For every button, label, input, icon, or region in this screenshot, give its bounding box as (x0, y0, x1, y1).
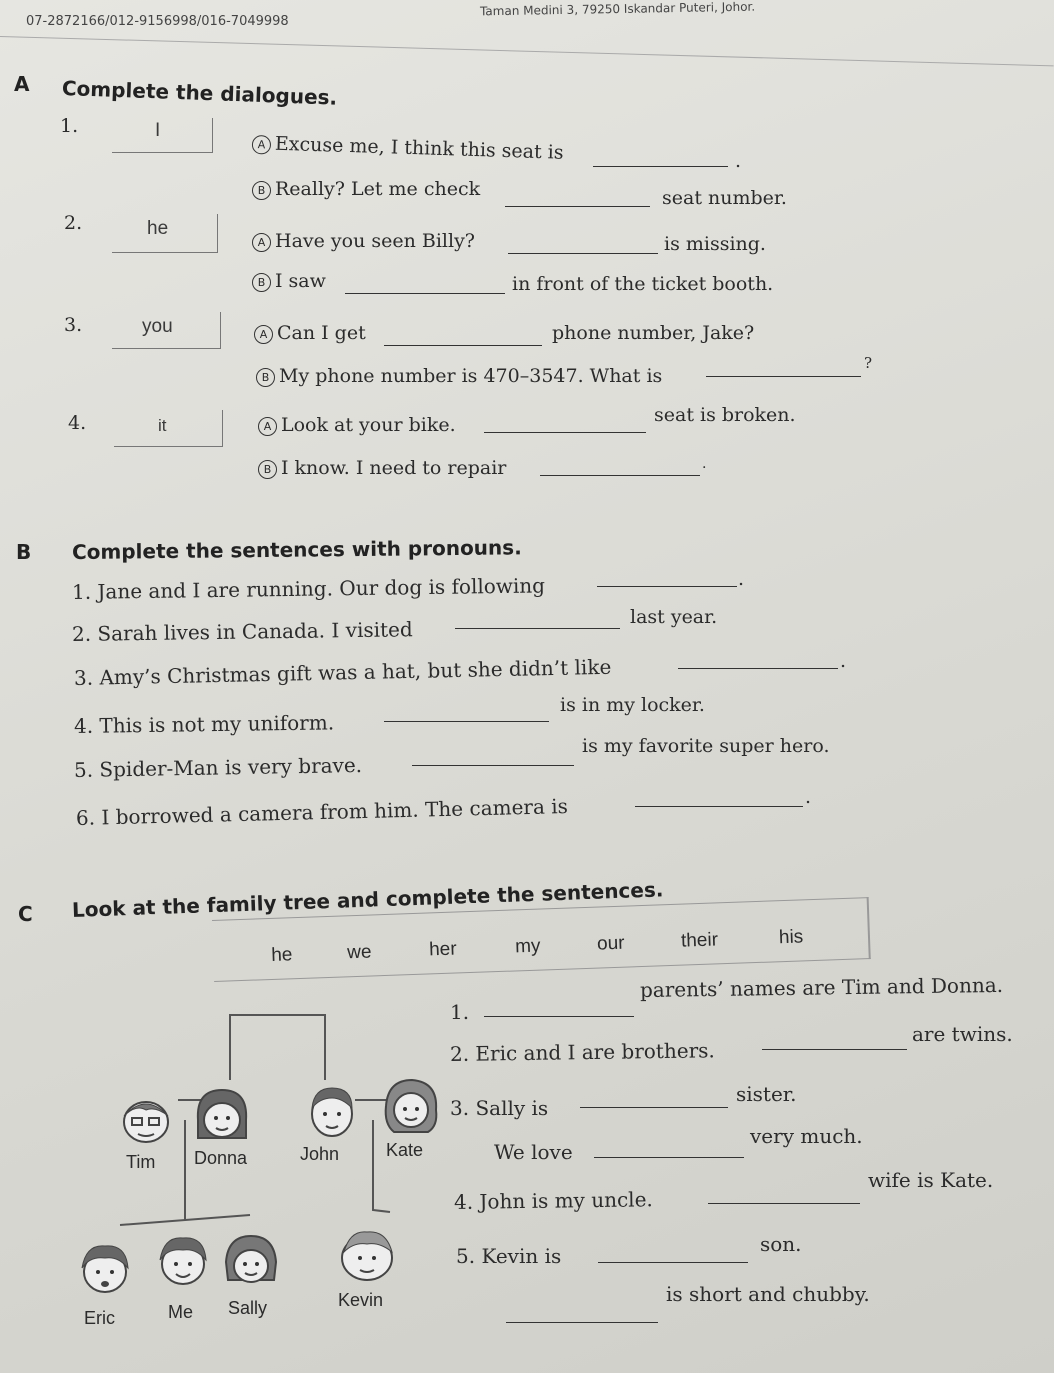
eric-face-icon (76, 1240, 134, 1298)
section-c-title: Look at the family tree and complete the sentences. (71, 877, 664, 922)
a2-blank-b[interactable] (345, 293, 505, 294)
b6-post: . (805, 786, 812, 808)
header-phone: 07-2872166/012-9156998/016-7049998 (26, 14, 289, 29)
a4-blank-b[interactable] (540, 475, 700, 476)
a3-a-text: Can I get (277, 322, 366, 344)
section-c-letter: C (18, 902, 33, 926)
sally-face-icon (222, 1232, 280, 1290)
speaker-a-icon: A (258, 417, 277, 436)
a2-line-b (252, 270, 326, 292)
a3-a-post: phone number, Jake? (552, 322, 755, 344)
c5-blank[interactable] (598, 1262, 748, 1263)
tree-name-donna: Donna (194, 1148, 248, 1168)
a2-hint: he (147, 218, 169, 239)
a2-number: 2. (64, 212, 83, 234)
b2-post: last year. (630, 606, 718, 628)
b5-text: 5. Spider-Man is very brave. (73, 752, 363, 782)
section-a-letter: A (14, 72, 30, 96)
speaker-a-icon: A (252, 233, 271, 252)
b2-blank[interactable] (455, 628, 620, 629)
c2-blank[interactable] (762, 1049, 907, 1050)
a4-b-post: . (702, 456, 707, 472)
speaker-b-icon: B (252, 273, 271, 292)
a1-hint: I (155, 120, 161, 141)
c5-text: 5. Kevin is (456, 1244, 562, 1268)
a4-line-a (258, 414, 456, 436)
word-bank-item: their (680, 929, 719, 952)
c2-post: are twins. (912, 1022, 1013, 1046)
c3-blank[interactable] (580, 1107, 728, 1108)
kate-face-icon (380, 1076, 442, 1138)
a3-b-post: ? (864, 354, 873, 372)
tree-name-eric: Eric (84, 1308, 115, 1328)
c5-post: son. (760, 1232, 802, 1256)
kevin-face-icon (336, 1224, 398, 1286)
c5b-post: is short and chubby. (666, 1282, 870, 1306)
a4-blank-a[interactable] (484, 432, 646, 433)
word-bank-item: my (514, 935, 541, 958)
a1-blank-a[interactable] (593, 166, 728, 167)
c3b-blank[interactable] (594, 1157, 744, 1158)
b5-post: is my favorite super hero. (582, 735, 830, 757)
b1-blank[interactable] (597, 586, 737, 587)
a2-blank-a[interactable] (508, 253, 658, 254)
b3-post: . (840, 650, 847, 672)
c3b-text: We love (494, 1140, 573, 1164)
speaker-b-icon: B (256, 368, 275, 387)
a4-hint: it (158, 416, 167, 435)
b6-blank[interactable] (635, 806, 803, 807)
b4-post: is in my locker. (560, 694, 705, 716)
header-divider (0, 36, 1054, 66)
me-face-icon (154, 1232, 212, 1290)
a1-number: 1. (60, 115, 79, 137)
speaker-b-icon: B (258, 460, 277, 479)
a1-line-b (252, 178, 480, 200)
a1-blank-b[interactable] (505, 206, 650, 207)
speaker-a-icon: A (252, 135, 272, 155)
a4-number: 4. (68, 412, 87, 434)
c3-text: 3. Sally is (450, 1096, 549, 1120)
tim-face-icon (116, 1092, 176, 1148)
a4-a-text: Look at your bike. (281, 414, 456, 436)
section-a-title: Complete the dialogues. (61, 76, 338, 110)
section-b-title: Complete the sentences with pronouns. (71, 535, 522, 564)
word-bank-item: our (596, 932, 625, 955)
b1-text: 1. Jane and I are running. Our dog is following (71, 573, 546, 604)
c4-text: 4. John is my uncle. (453, 1187, 653, 1214)
b1-post: . (738, 568, 745, 590)
b4-blank[interactable] (384, 721, 549, 722)
a4-hint-box (114, 410, 223, 447)
word-bank-item: he (270, 944, 293, 966)
speaker-b-icon: B (252, 181, 271, 200)
a3-number: 3. (64, 314, 83, 336)
section-b-letter: B (16, 540, 32, 564)
c1-post: parents’ names are Tim and Donna. (639, 972, 1004, 1002)
b6-text: 6. I borrowed a camera from him. The camera is (75, 793, 569, 830)
c1-number: 1. (450, 1000, 470, 1024)
b5-blank[interactable] (412, 765, 574, 766)
a4-b-text: I know. I need to repair (281, 457, 507, 479)
a3-line-a (254, 322, 366, 344)
tree-name-kate: Kate (386, 1140, 424, 1160)
b4-text: 4. This is not my uniform. (73, 710, 335, 738)
tree-name-tim: Tim (126, 1152, 156, 1172)
c4-blank[interactable] (708, 1203, 860, 1204)
c4-post: wife is Kate. (868, 1168, 994, 1192)
c3b-post: very much. (750, 1124, 863, 1148)
word-bank-item: her (428, 938, 457, 961)
a3-b-text: My phone number is 470–3547. What is (279, 365, 663, 387)
a3-blank-b[interactable] (706, 376, 861, 377)
b2-text: 2. Sarah lives in Canada. I visited (71, 617, 413, 646)
a1-line-a (252, 132, 564, 164)
tree-name-me: Me (168, 1302, 194, 1322)
a2-b-post: in front of the ticket booth. (512, 273, 774, 295)
tree-name-john: John (300, 1144, 340, 1164)
c5b-blank[interactable] (506, 1322, 658, 1323)
speaker-a-icon: A (254, 325, 273, 344)
b3-text: 3. Amy’s Christmas gift was a hat, but she didn’t like (73, 654, 612, 690)
john-face-icon (302, 1082, 362, 1142)
c3-post: sister. (736, 1082, 797, 1106)
c1-blank[interactable] (484, 1016, 634, 1017)
a2-a-text: Have you seen Billy? (275, 230, 475, 252)
b3-blank[interactable] (678, 668, 838, 669)
a4-line-b (258, 457, 506, 479)
a1-a-post: . (735, 150, 742, 172)
word-bank-item: his (778, 926, 804, 949)
c2-text: 2. Eric and I are brothers. (449, 1038, 715, 1066)
a2-line-a (252, 230, 475, 252)
header-address: Taman Medini 3, 79250 Iskandar Puteri, Johor. (479, 0, 756, 19)
word-bank-item: we (346, 941, 372, 964)
a3-blank-a[interactable] (384, 345, 542, 346)
tree-name-kevin: Kevin (338, 1290, 384, 1310)
a2-b-text: I saw (275, 270, 326, 292)
donna-face-icon (192, 1086, 252, 1146)
a1-b-post: seat number. (662, 187, 787, 209)
tree-name-sally: Sally (228, 1298, 268, 1318)
a1-b-text: Really? Let me check (275, 178, 481, 200)
a1-hint-box (112, 118, 213, 153)
a2-a-post: is missing. (664, 233, 766, 255)
a3-line-b (256, 365, 662, 387)
a3-hint: you (142, 316, 173, 337)
a1-a-text: Excuse me, I think this seat is (274, 132, 564, 164)
a4-a-post: seat is broken. (654, 404, 796, 426)
